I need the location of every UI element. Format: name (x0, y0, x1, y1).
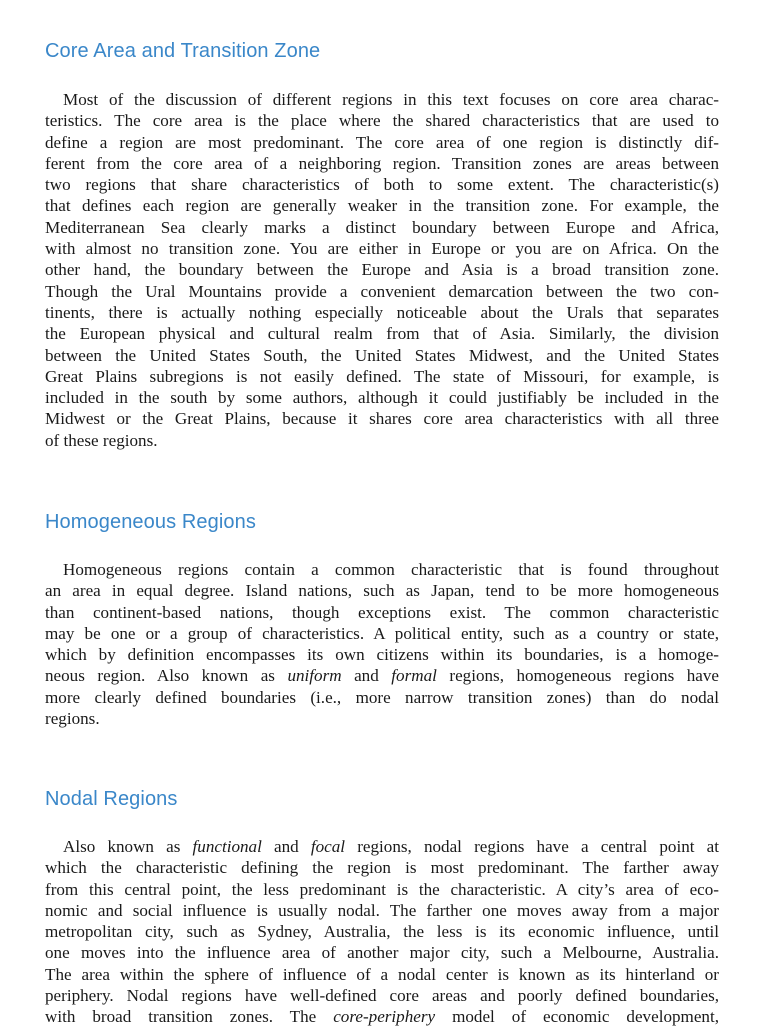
text-run: and (261, 837, 311, 856)
text-line (45, 836, 719, 857)
text-line: Great Plains subregions is not easily defined. The state of Missouri, for example, is (45, 366, 719, 386)
text-run: regions, homogeneous regions have (436, 666, 720, 686)
text-line: included in the south by some authors, although it could justifiably be included in the (45, 388, 719, 408)
text-line: regions. (45, 709, 100, 729)
text-run: model of economic development, (435, 1007, 719, 1027)
text-line: that defines each region are generally weaker in the transition zone. For example, the (45, 196, 719, 216)
text-line: one moves into the influence area of another major city, such a Melbourne, Australia. (45, 943, 719, 963)
text-run: with broad transition zones. The (45, 1007, 334, 1027)
text-run: Also known as (63, 837, 193, 856)
text-line: which the characteristic defining the region is most predominant. The farther away (45, 858, 719, 878)
italic-term-functional: functional (192, 837, 262, 856)
text-line: tinents, there is actually nothing especially noticeable about the Urals that separates (45, 302, 719, 322)
text-line (45, 665, 719, 686)
section-heading-core-area: Core Area and Transition Zone (45, 40, 321, 62)
text-line: nomic and social influence is usually nodal. The farther one moves away from a major (45, 900, 719, 920)
text-line: other hand, the boundary between the Europe and Asia is a broad transition zone. (45, 260, 719, 280)
text-line: than continent-based nations, though exceptions exist. The common characteristic (45, 602, 719, 622)
text-line: Most of the discussion of different regions in this text focuses on core area charac- (63, 90, 719, 109)
text-run: regions, nodal regions have a central point at (345, 837, 719, 856)
text-line: from this central point, the less predominant is the characteristic. A city’s area of eco- (45, 879, 719, 899)
text-run: neous region. Also known as (45, 666, 288, 686)
section-heading-homogeneous: Homogeneous Regions (45, 511, 256, 533)
text-line: The area within the sphere of influence of a nodal center is known as its hinterland or (45, 964, 719, 984)
text-line: may be one or a group of characteristics. A political entity, such as a country or state, (45, 623, 719, 643)
text-line: an area in equal degree. Island nations, such as Japan, tend to be more homogeneous (45, 581, 719, 601)
text-line: the European physical and cultural realm from that of Asia. Similarly, the division (45, 324, 719, 344)
paragraph-core-area (45, 89, 719, 451)
italic-term-uniform: uniform (287, 666, 342, 686)
text-line: Homogeneous regions contain a common characteristic that is found throughout (63, 560, 719, 579)
text-line: which by definition encompasses its own citizens within its boundaries, is a homoge- (45, 645, 719, 665)
text-line: more clearly defined boundaries (i.e., more narrow transition zones) than do nodal (45, 687, 719, 707)
section-heading-nodal: Nodal Regions (45, 788, 178, 810)
paragraph-nodal (45, 836, 719, 1028)
text-line: two regions that share characteristics of both to some extent. The characteristic(s) (45, 175, 719, 195)
text-line: Mediterranean Sea clearly marks a distinct boundary between Europe and Africa, (45, 217, 719, 237)
text-line: teristics. The core area is the place where the shared characteristics that are used to (45, 111, 719, 131)
text-line (45, 1006, 719, 1027)
text-line: metropolitan city, such as Sydney, Australia, the less is its economic influence, until (45, 922, 719, 942)
text-line: Though the Ural Mountains provide a convenient demarcation between the two con- (45, 281, 719, 301)
text-run: and (341, 666, 392, 686)
italic-term-core-periphery: core-periphery (333, 1007, 436, 1027)
paragraph-homogeneous (45, 559, 719, 729)
text-line: between the United States South, the United States Midwest, and the United States (45, 345, 719, 365)
text-line: periphery. Nodal regions have well-defined core areas and poorly defined boundaries, (45, 986, 719, 1006)
text-line: of these regions. (45, 430, 158, 450)
text-line: define a region are most predominant. The core area of one region is distinctly dif- (45, 132, 719, 152)
italic-term-formal: formal (391, 666, 437, 686)
text-line: with almost no transition zone. You are either in Europe or you are on Africa. On the (45, 239, 719, 259)
text-line: Midwest or the Great Plains, because it shares core area characteristics with all three (45, 409, 719, 429)
text-line: ferent from the core area of a neighboring region. Transition zones are areas between (45, 153, 719, 173)
italic-term-focal: focal (310, 837, 346, 856)
